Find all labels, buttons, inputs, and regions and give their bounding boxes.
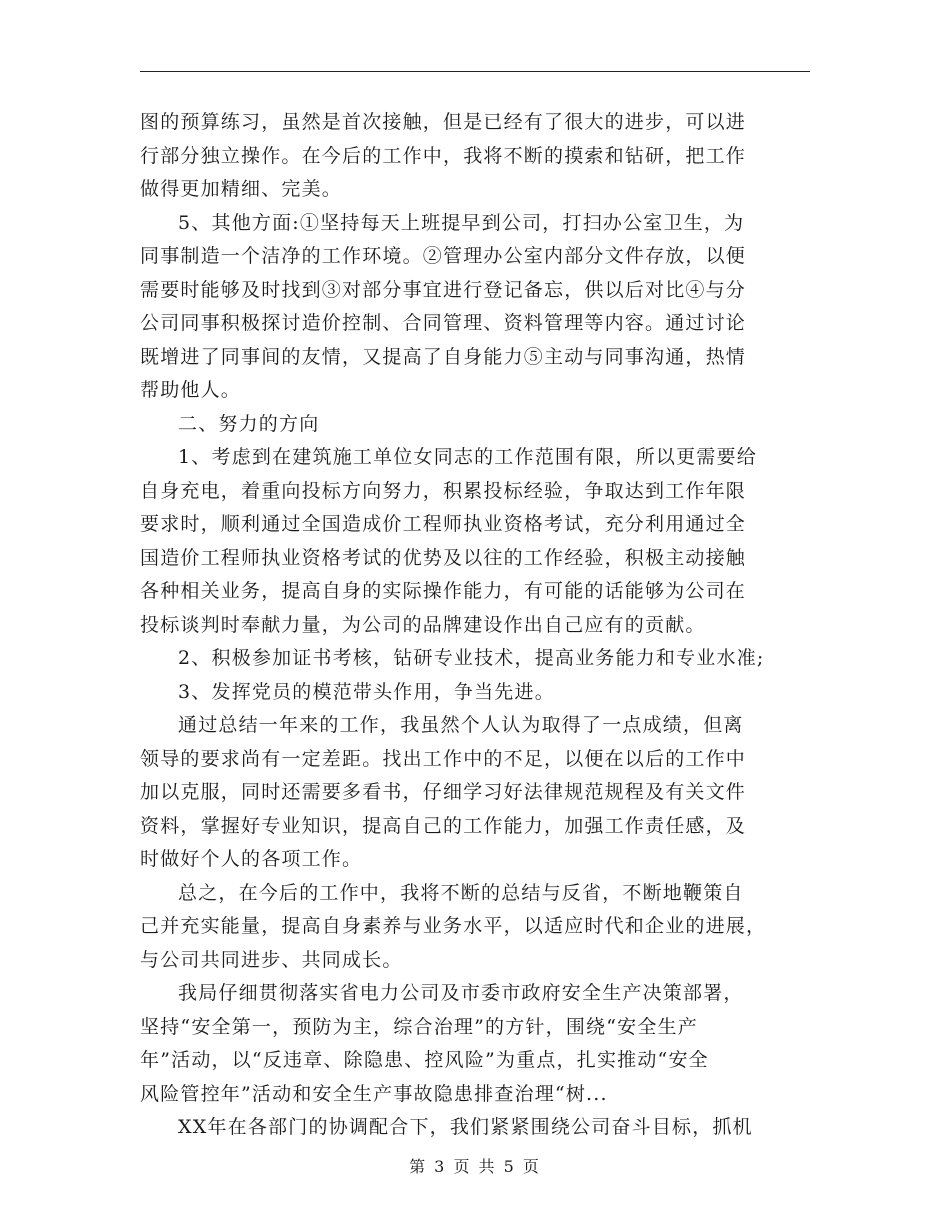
paragraph	[140, 207, 812, 408]
text-line: 年”活动，以“反违章、除隐患、控风险”为重点，扎实推动“安全	[140, 1049, 709, 1071]
text-line: 2、积极参加证书考核，钻研专业技术，提高业务能力和专业水准;	[178, 647, 765, 669]
text-line: 己并充实能量，提高自身素养与业务水平，以适应时代和企业的进展，	[140, 915, 767, 937]
text-line: 帮助他人。	[140, 379, 242, 401]
paragraph	[140, 676, 812, 710]
page-number: 第 3 页 共 5 页	[409, 1157, 541, 1176]
text-line: 1、考虑到在建筑施工单位女同志的工作范围有限，所以更需要给	[178, 446, 757, 468]
text-line: 图的预算练习，虽然是首次接触，但是已经有了很大的进步，可以进	[140, 111, 747, 133]
text-line: 时做好个人的各项工作。	[140, 848, 363, 870]
paragraph	[140, 642, 812, 676]
text-line: 需要时能够及时找到③对部分事宜进行登记备忘，供以后对比④与分	[140, 278, 747, 301]
text-line: 投标谈判时奉献力量，为公司的品牌建设作出自己应有的贡献。	[140, 613, 706, 636]
text-line: 总之，在今后的工作中，我将不断的总结与反省，不断地鞭策自	[178, 881, 744, 904]
text-line: 坚持“安全第一，预防为主，综合治理”的方针，围绕“安全生产	[140, 1015, 698, 1038]
text-line: 5、其他方面:①坚持每天上班提早到公司，打扫办公室卫生，为	[178, 211, 745, 234]
text-line: 各种相关业务，提高自身的实际操作能力，有可能的话能够为公司在	[140, 580, 747, 602]
text-line: 二、努力的方向	[178, 412, 320, 435]
text-line: 做得更加精细、完美。	[140, 178, 343, 200]
text-line: 公司同事积极探讨造价控制、合同管理、资料管理等内容。通过讨论	[140, 312, 747, 334]
text-line: XX年在各部门的协调配合下，我们紧紧围绕公司奋斗目标，抓机	[178, 1116, 753, 1138]
paragraph	[140, 977, 812, 1111]
text-line: 通过总结一年来的工作，我虽然个人认为取得了一点成绩，但离	[178, 714, 744, 736]
paragraph	[140, 1111, 812, 1145]
text-line: 领导的要求尚有一定差距。找出工作中的不足，以便在以后的工作中	[140, 747, 747, 770]
text-line: 既增进了同事间的友情，又提高了自身能力⑤主动与同事沟通，热情	[140, 345, 747, 368]
header-rule	[140, 71, 810, 72]
paragraph	[140, 408, 812, 442]
text-line: 资料，掌握好专业知识，提高自己的工作能力，加强工作责任感，及	[140, 814, 747, 837]
text-line: 与公司共同进步、共同成长。	[140, 948, 403, 971]
text-line: 风险管控年”活动和安全生产事故隐患排查治理“树...	[140, 1082, 608, 1105]
text-line: 加以克服，同时还需要多看书，仔细学习好法律规范规程及有关文件	[140, 781, 747, 803]
paragraph	[140, 877, 812, 978]
text-line: 国造价工程师执业资格考试的优势及以往的工作经验，积极主动接触	[140, 546, 747, 569]
text-line: 行部分独立操作。在今后的工作中，我将不断的摸索和钻研，把工作	[140, 144, 747, 167]
paragraph	[140, 106, 812, 207]
paragraph	[140, 441, 812, 642]
text-line: 自身充电，着重向投标方向努力，积累投标经验，争取达到工作年限	[140, 479, 747, 502]
paragraph	[140, 709, 812, 877]
text-line: 同事制造一个洁净的工作环境。②管理办公室内部分文件存放，以便	[140, 245, 747, 267]
document-body	[140, 106, 812, 1145]
text-line: 我局仔细贯彻落实省电力公司及市委市政府安全生产决策部署，	[178, 982, 744, 1004]
text-line: 要求时，顺利通过全国造成价工程师执业资格考试，充分利用通过全	[140, 513, 747, 535]
text-line: 3、发挥党员的模范带头作用，争当先进。	[178, 680, 555, 703]
